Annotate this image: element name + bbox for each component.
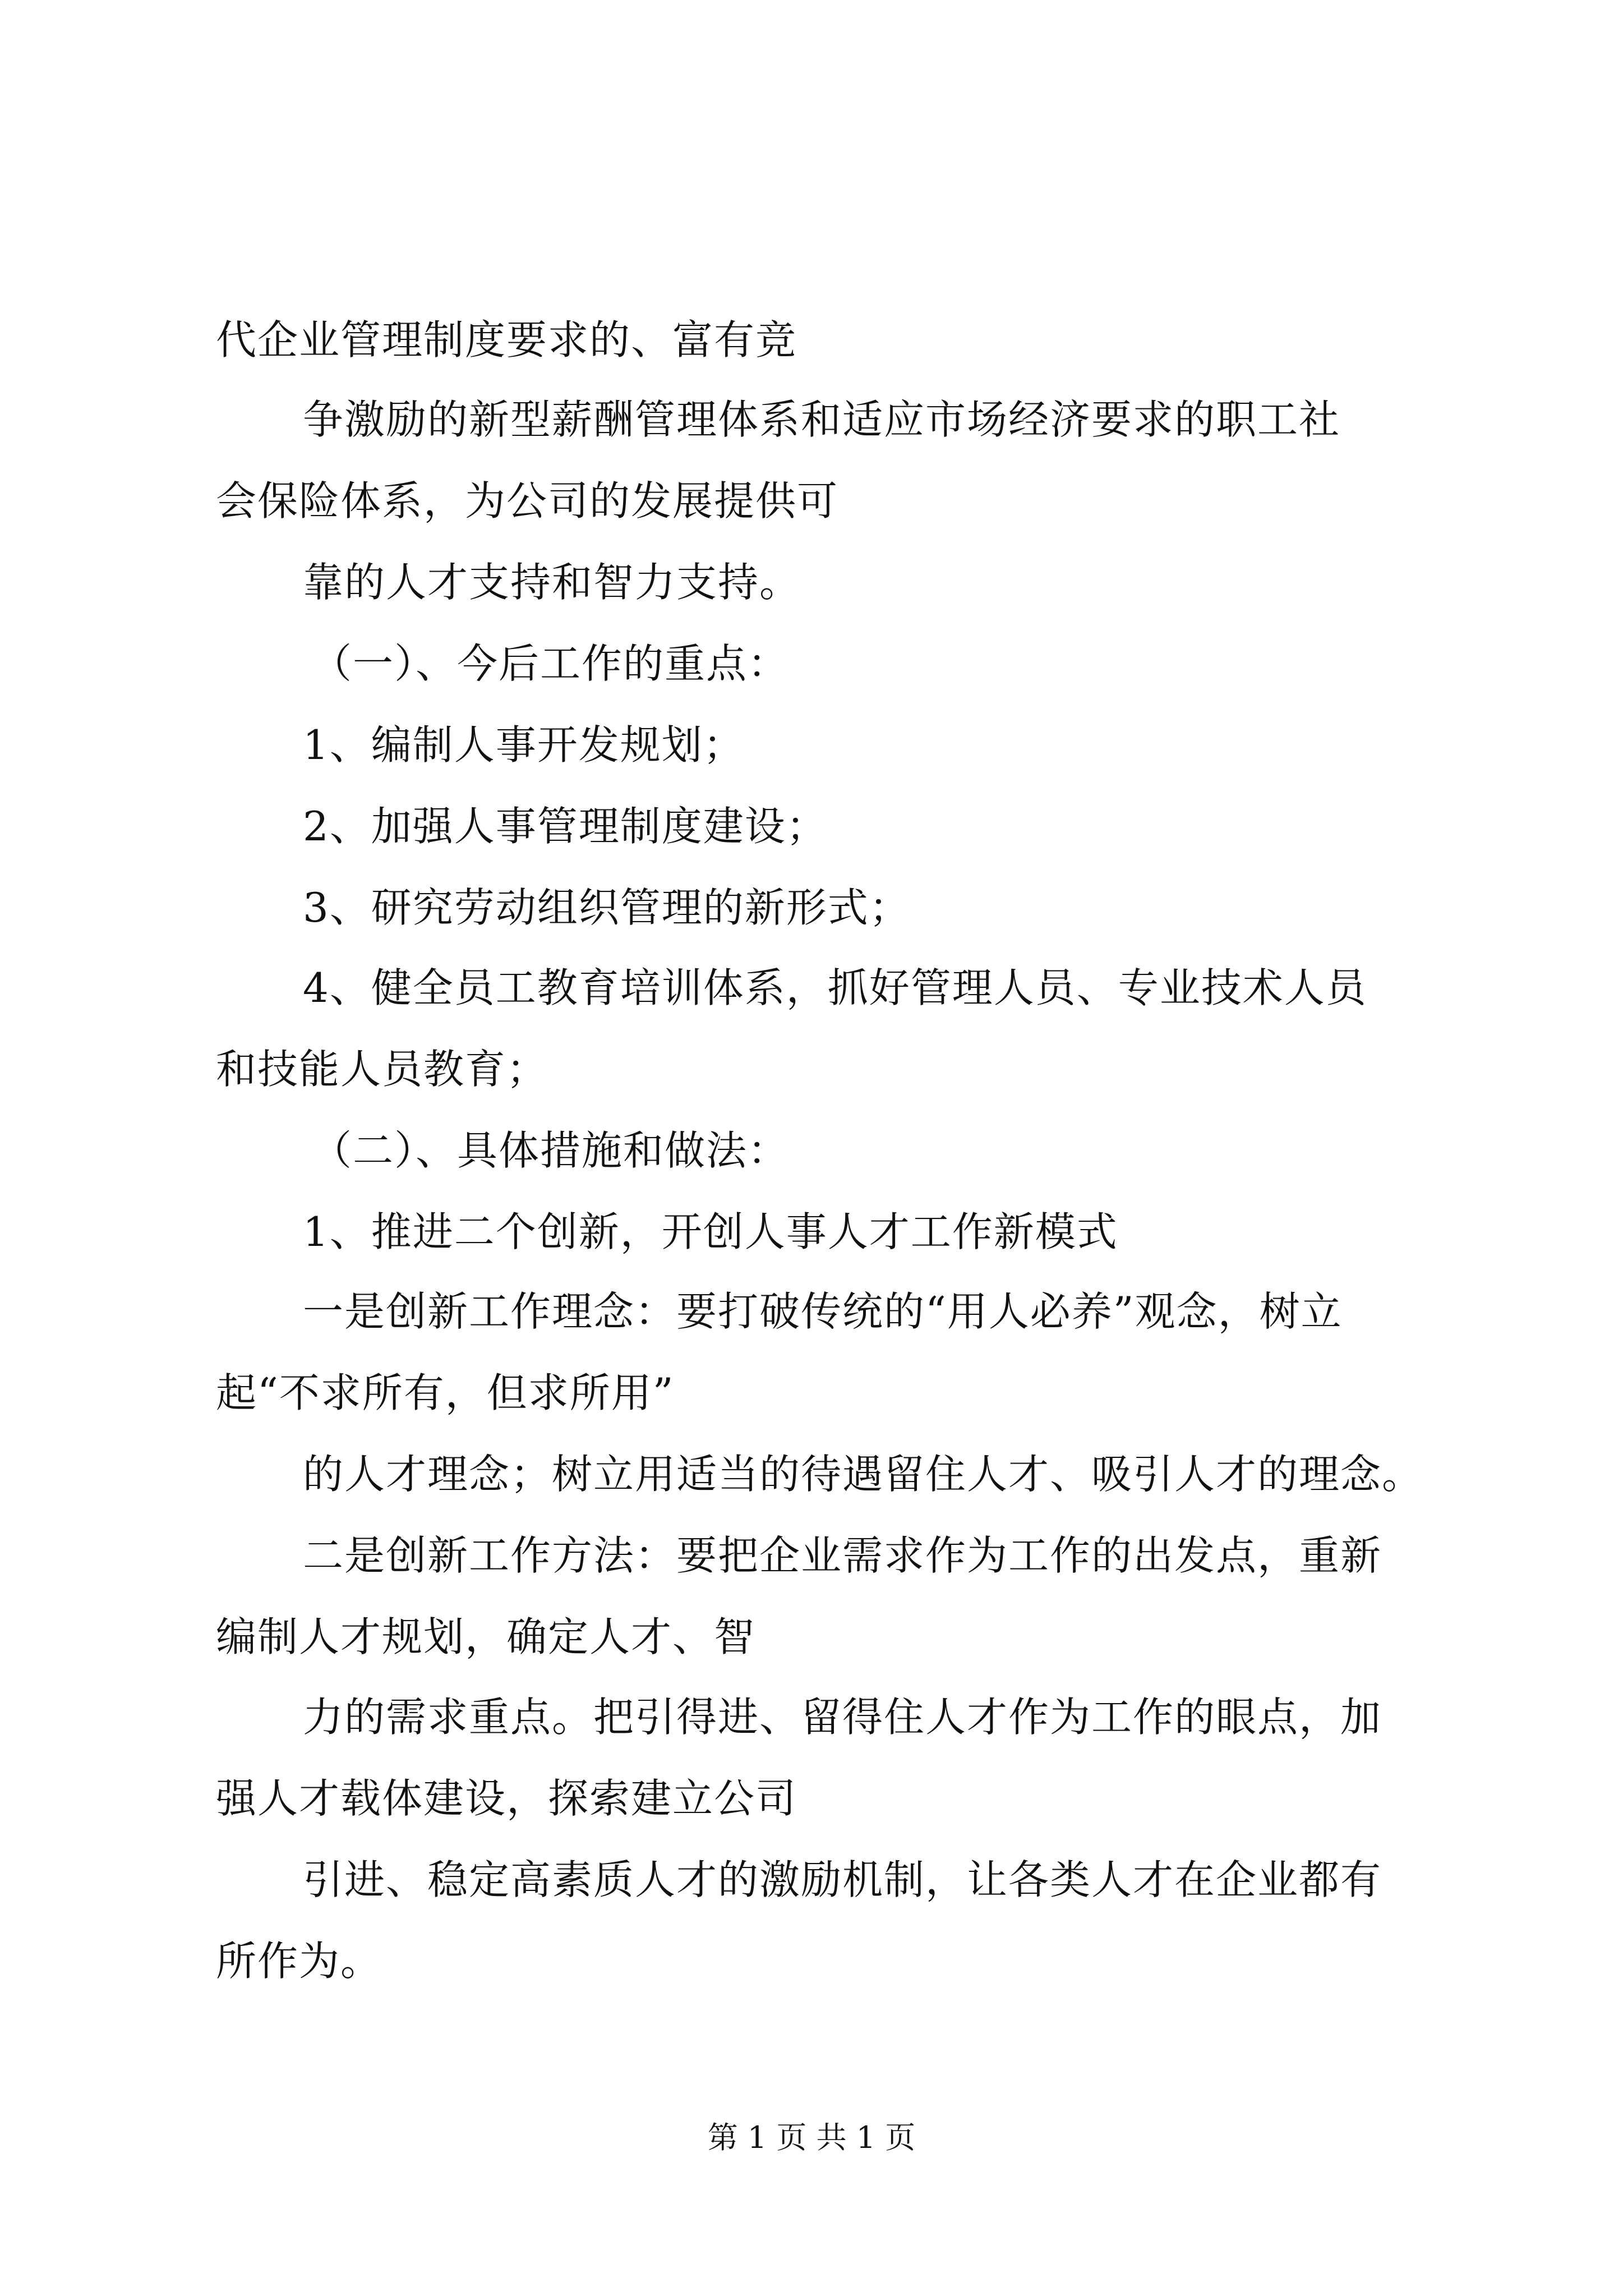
section-heading: （二）、具体措施和做法： [311, 1127, 790, 1174]
list-item: 2、加强人事管理制度建设； [303, 803, 828, 850]
text-line: 会保险体系，为公司的发展提供可 [216, 477, 839, 524]
text-line: 起“不求所有，但求所用” [216, 1369, 675, 1416]
text-line: 引进、稳定高素质人才的激励机制，让各类人才在企业都有 [303, 1856, 1382, 1903]
text-line: 所作为。 [216, 1938, 382, 1985]
text-line: 争激励的新型薪酬管理体系和适应市场经济要求的职工社 [303, 396, 1341, 443]
section-heading: （一）、今后工作的重点： [311, 640, 790, 687]
text-line: 靠的人才支持和智力支持。 [303, 559, 801, 606]
text-line: 和技能人员教育； [216, 1046, 548, 1093]
text-line: 代企业管理制度要求的、富有竞 [216, 316, 797, 364]
list-item: 4、健全员工教育培训体系，抓好管理人员、专业技术人员 [303, 964, 1367, 1011]
text-line: 强人才载体建设，探索建立公司 [216, 1775, 797, 1822]
list-item: 1、推进二个创新，开创人事人才工作新模式 [303, 1208, 1118, 1255]
text-line: 的人才理念；树立用适当的待遇留住人才、吸引人才的理念。 [303, 1451, 1424, 1498]
text-line: 二是创新工作方法：要把企业需求作为工作的出发点，重新 [303, 1532, 1382, 1579]
text-line: 力的需求重点。把引得进、留得住人才作为工作的眼点，加 [303, 1694, 1382, 1741]
page-number: 第 1 页 共 1 页 [707, 2120, 916, 2155]
text-line: 一是创新工作理念：要打破传统的“用人必养”观念，树立 [303, 1288, 1343, 1335]
list-item: 3、研究劳动组织管理的新形式； [303, 884, 911, 931]
text-line: 编制人才规划，确定人才、智 [216, 1613, 756, 1660]
list-item: 1、编制人事开发规划； [303, 721, 745, 769]
